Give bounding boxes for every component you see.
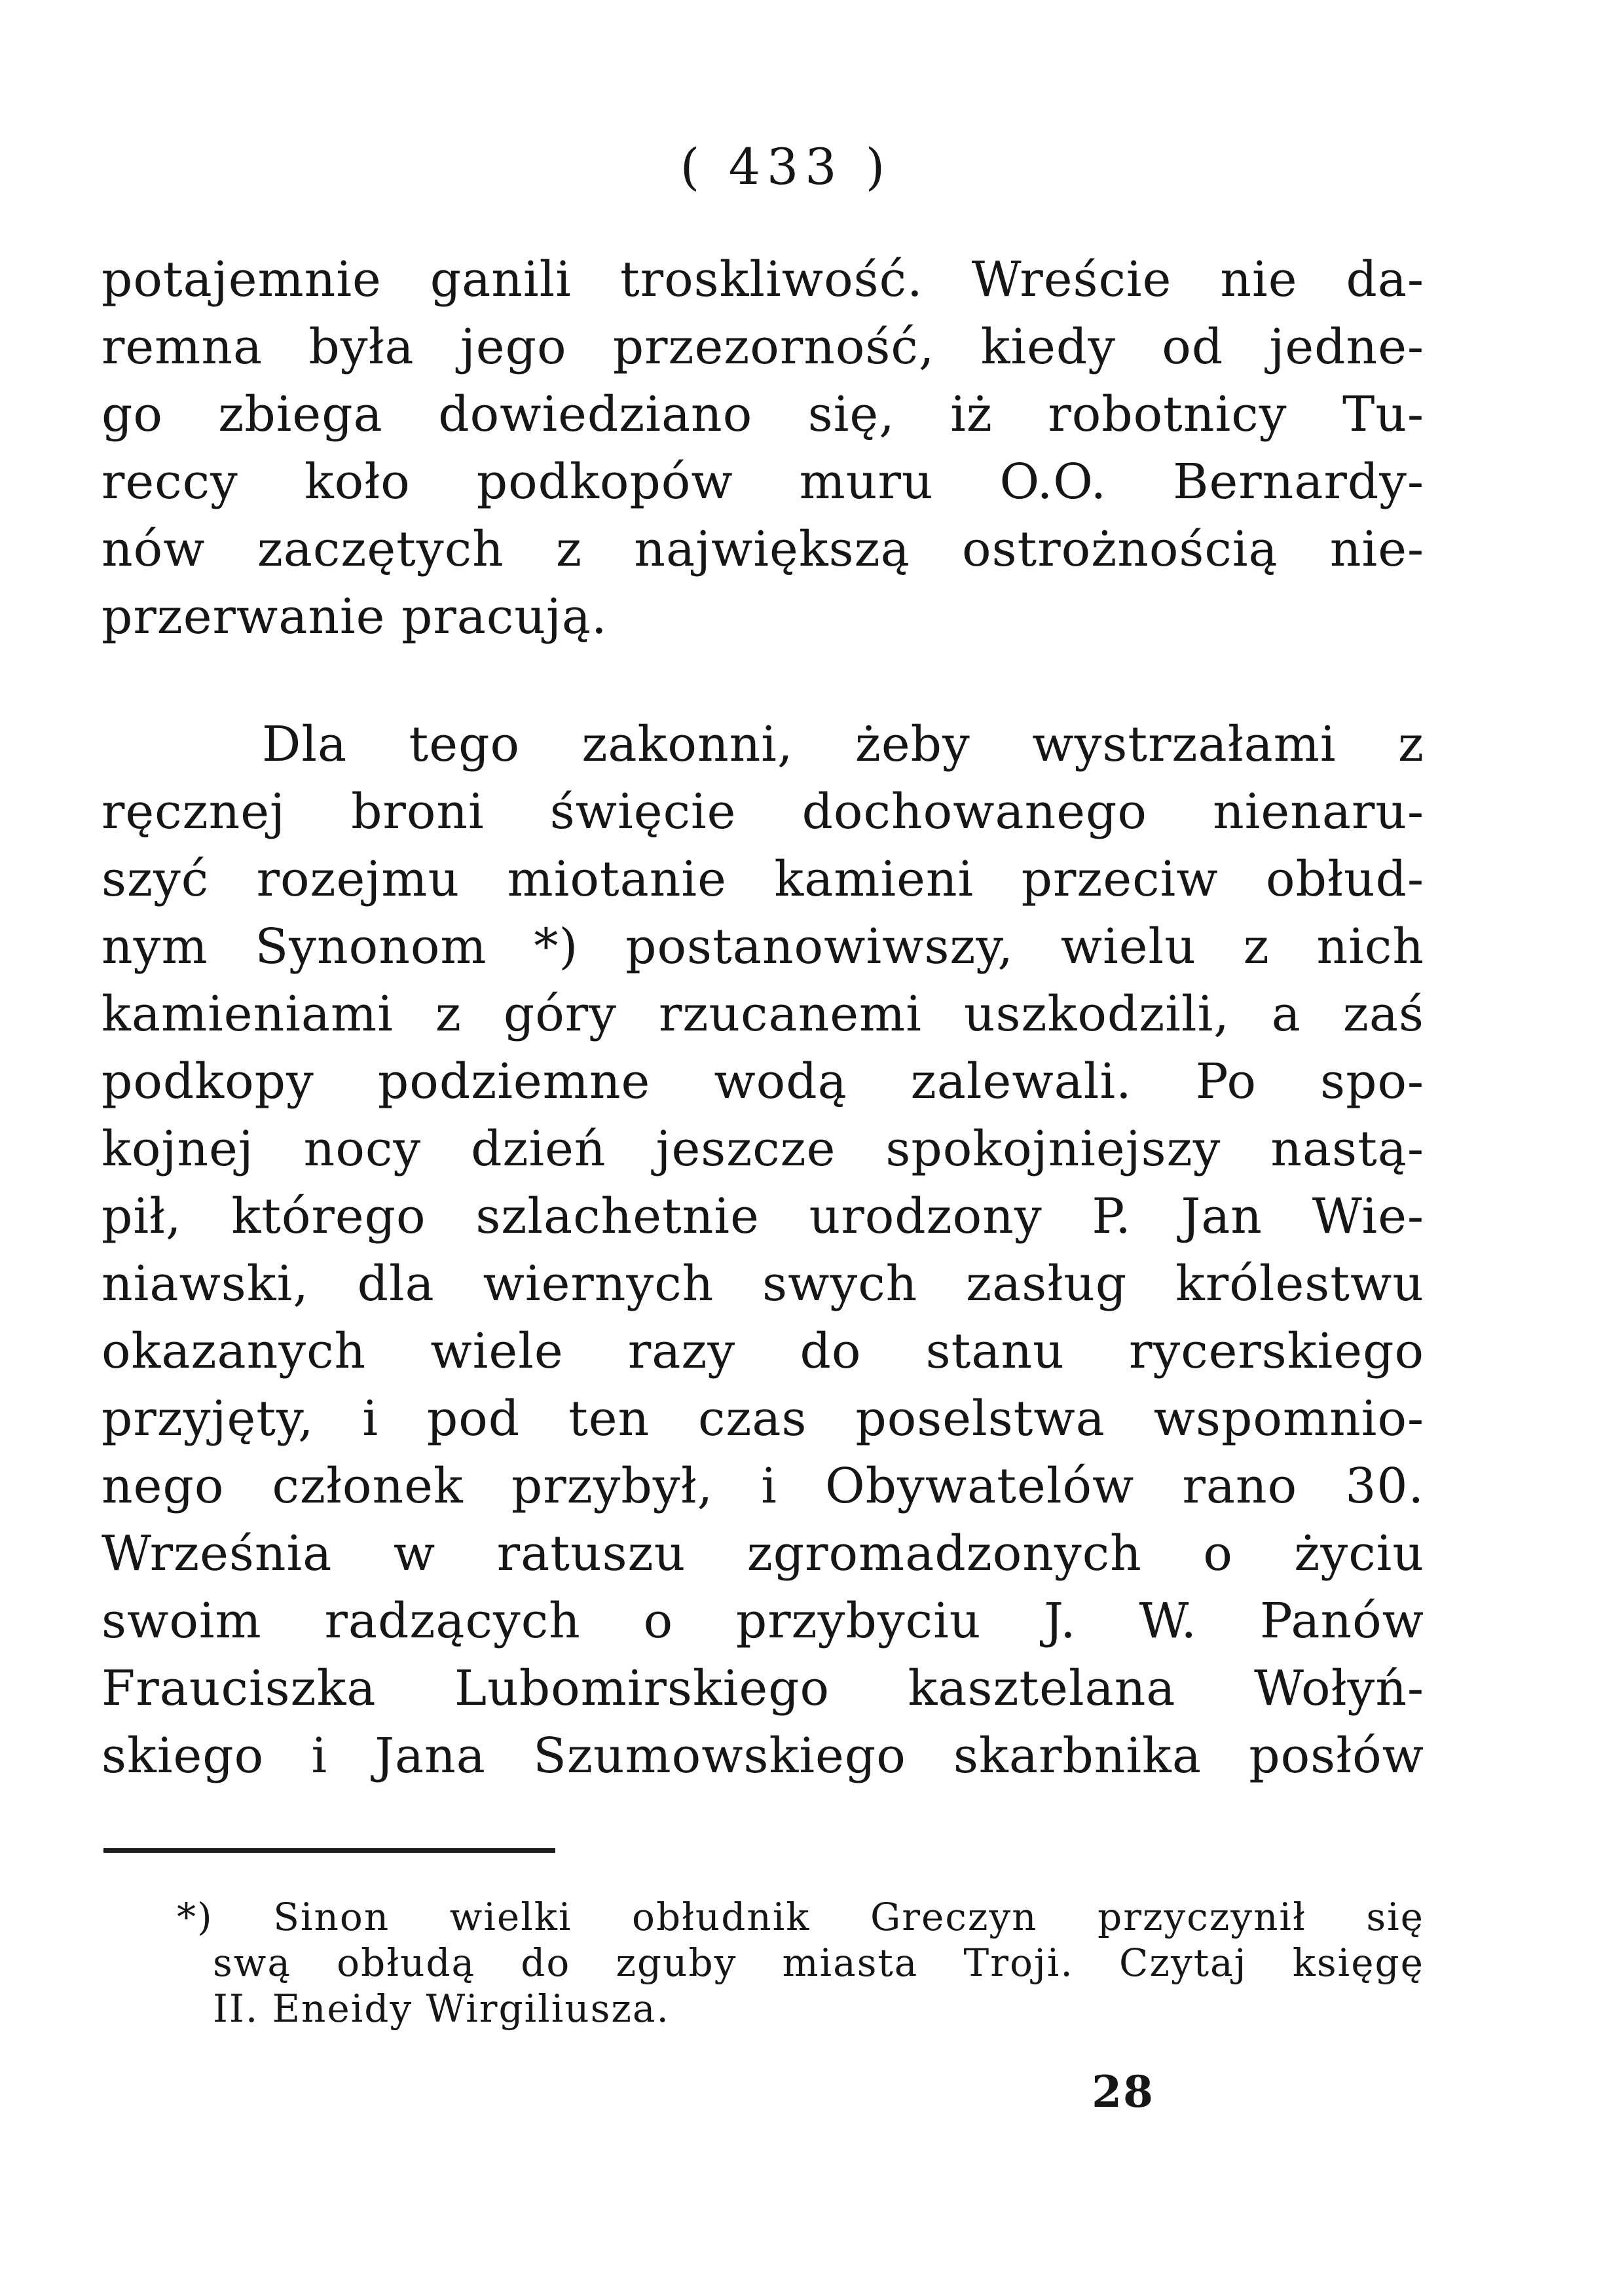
page-number: ( 433 ) xyxy=(680,137,892,196)
text-line: skiego i Jana Szumowskiego skarbnika posłów xyxy=(101,1728,1424,1784)
footnote-line: swą obłudą do zguby miasta Troji. Czytaj księgę xyxy=(213,1941,1424,1985)
text-line: pił, którego szlachetnie urodzony P. Jan Wie- xyxy=(101,1188,1424,1245)
footnote-line: II. Eneidy Wirgiliusza. xyxy=(213,1986,670,2031)
text-line: swoim radzących o przybyciu J. W. Panów xyxy=(101,1593,1424,1649)
signature-mark: 28 xyxy=(1092,2066,1154,2117)
text-line: Dla tego zakonni, żeby wystrzałami z xyxy=(262,716,1424,773)
text-line: remna była jego przezorność, kiedy od jedne- xyxy=(101,319,1424,375)
text-line: okazanych wiele razy do stanu rycerskiego xyxy=(101,1323,1424,1379)
text-line: niawski, dla wiernych swych zasług królestwu xyxy=(101,1256,1424,1312)
text-line: kamieniami z góry rzucanemi uszkodzili, a zaś xyxy=(101,986,1424,1042)
footnote-divider xyxy=(103,1848,555,1853)
text-line: podkopy podziemne wodą zalewali. Po spo- xyxy=(101,1053,1424,1110)
text-line: potajemnie ganili troskliwość. Wreście nie da- xyxy=(101,251,1424,308)
footnote-line: *) Sinon wielki obłudnik Greczyn przyczynił się xyxy=(177,1895,1424,1939)
text-line: Września w ratuszu zgromadzonych o życiu xyxy=(101,1525,1424,1582)
text-line: nym Synonom *) postanowiwszy, wielu z nich xyxy=(101,919,1424,975)
text-line: kojnej nocy dzień jeszcze spokojniejszy nastą- xyxy=(101,1121,1424,1177)
text-line: reccy koło podkopów muru O.O. Bernardy- xyxy=(101,454,1424,510)
text-line: nego członek przybył, i Obywatelów rano 30. xyxy=(101,1458,1424,1514)
text-line: Frauciszka Lubomirskiego kasztelana Wołyń- xyxy=(101,1660,1424,1717)
text-line: go zbiega dowiedziano się, iż robotnicy Tu- xyxy=(101,386,1424,443)
text-line: przyjęty, i pod ten czas poselstwa wspomnio- xyxy=(101,1391,1424,1447)
text-line: nów zaczętych z największą ostrożnością nie- xyxy=(101,521,1424,577)
text-line: ręcznej broni święcie dochowanego nienaru- xyxy=(101,784,1424,840)
text-line: szyć rozejmu miotanie kamieni przeciw obłud- xyxy=(101,851,1424,907)
text-line: przerwanie pracują. xyxy=(101,589,608,645)
